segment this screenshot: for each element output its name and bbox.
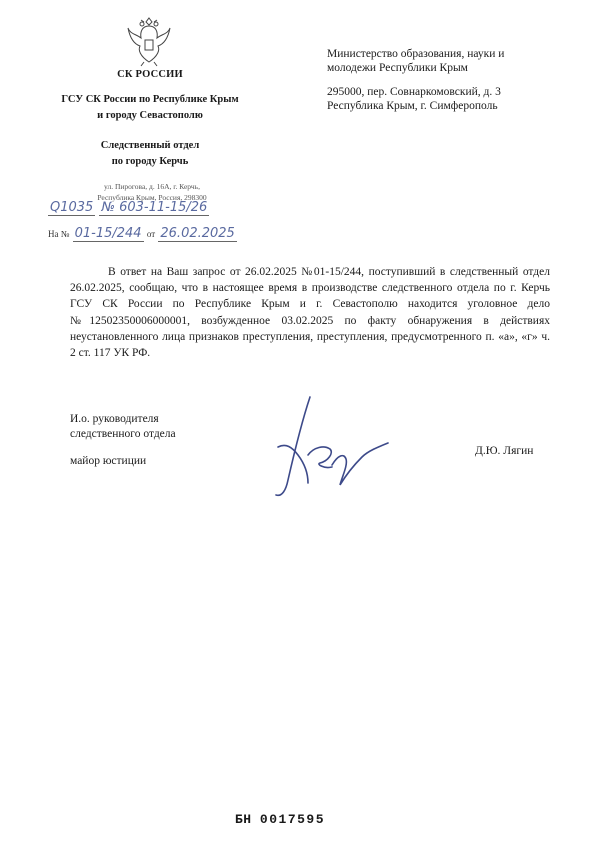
outgoing-registration	[48, 200, 268, 216]
department-name-line2: по городу Керчь	[111, 156, 189, 167]
ref-date-label: от	[146, 229, 156, 239]
serial-number: 0017595	[259, 812, 326, 827]
signatory-position	[70, 412, 270, 469]
org-full-name-line1: ГСУ СК России по Республике Крым	[61, 94, 239, 105]
signatory-rank: майор юстиции	[70, 455, 147, 467]
recipient-line4: Республика Крым, г. Симферополь	[327, 100, 498, 112]
coat-of-arms-emblem	[124, 12, 174, 68]
letter-body: В ответ на Ваш запрос от 26.02.2025 №01-15/244, поступивший в следственный отдел 26.02.2025, сообщаю, что в настоящее время в производстве следственного отдела по г. Керчь ГСУ СК России по Республике Крым и г. Севастополю находится уголовное дело №12502350006000001, возбужденное 03.02.2025 по факту обнаружения в действиях неустановленного лица признаков преступления, преступления, предусмотренного п. «а», «г» ч. 2 ст. 117 УК РФ.	[70, 266, 550, 360]
position-line1: И.о. руководителя	[70, 413, 159, 425]
recipient-line3: 295000, пер. Совнаркомовский, д. 3	[327, 86, 501, 98]
ref-date: 26.02.2025	[160, 226, 235, 241]
org-short-name: СК РОССИИ	[117, 69, 183, 80]
org-full-name-line2: и городу Севастополю	[97, 110, 203, 121]
outgoing-suffix: № 603-11-15/26	[101, 200, 208, 215]
reference-line	[48, 225, 288, 242]
handwritten-signature	[258, 385, 408, 505]
ref-number: 01-15/244	[74, 226, 142, 241]
org-full-name	[30, 92, 270, 124]
recipient-line1: Министерство образования, науки и	[327, 48, 505, 60]
ref-label: На №	[48, 229, 70, 239]
sender-address-line1: ул. Пирогова, д. 16А, г. Керчь,	[104, 182, 200, 191]
department-name	[60, 138, 240, 170]
signatory-name: Д.Ю. Лягин	[475, 445, 534, 457]
recipient-block	[327, 47, 557, 123]
recipient-line2: молодежи Республики Крым	[327, 62, 468, 74]
outgoing-number: Q1035	[50, 200, 94, 215]
position-line2: следственного отдела	[70, 428, 176, 440]
sender-address-line2: Республика Крым, Россия, 298300	[97, 193, 207, 202]
form-serial-number	[235, 812, 325, 827]
department-name-line1: Следственный отдел	[100, 140, 200, 151]
serial-prefix: БН	[235, 812, 252, 827]
